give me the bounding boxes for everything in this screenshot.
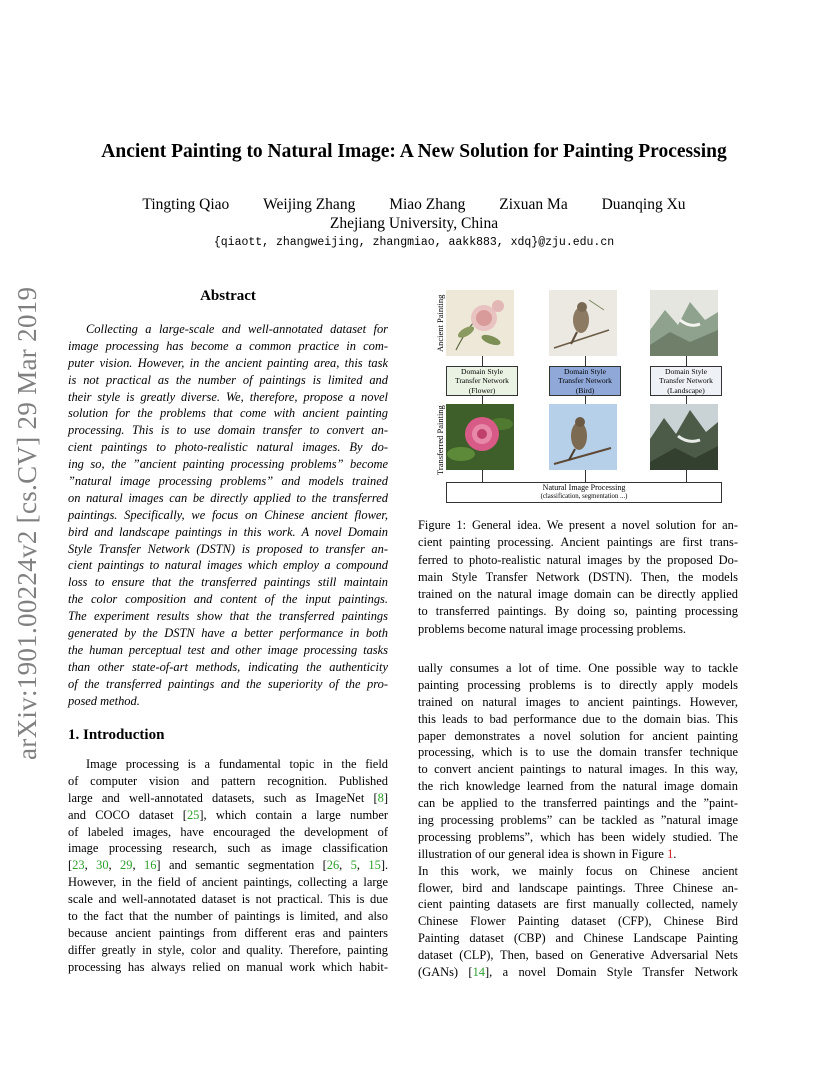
abstract-line: Style Transfer Network (DSTN) is proposed to transfer an-: [68, 541, 388, 556]
intro-line: However, in the field of ancient paintings, collecting a large: [68, 875, 388, 890]
caption-line: to transferred paintings. By doing so, painting processing: [418, 604, 738, 619]
body-line: Painting dataset (CBP) and Chinese Landscape Painting: [418, 931, 738, 946]
box-line: (Flower): [468, 385, 496, 395]
ancient-painting-label: Ancient Painting: [435, 294, 445, 352]
abstract-line: ing so, the ”ancient painting processing problems” become: [68, 457, 388, 472]
flow-arrow: [686, 396, 687, 404]
natural-image-processing-box: [446, 482, 722, 503]
intro-line: image processing research, such as image classification: [68, 841, 388, 856]
flow-arrow: [482, 396, 483, 404]
body-line: can be applied to the transferred paintings and the ”paint-: [418, 796, 738, 811]
abstract-line: cient paintings to natural images which employ a compound: [68, 558, 388, 573]
paper-title: Ancient Painting to Natural Image: A New Solution for Painting Processing: [101, 141, 727, 162]
abstract-line: The experiment results show that the transferred paintings: [68, 609, 388, 624]
arxiv-stamp: arXiv:1901.00224v2 [cs.CV] 29 Mar 2019: [12, 286, 42, 760]
dstn-flower-box: [446, 366, 518, 396]
abstract-line: processing. This is to use domain transfer to convert an-: [68, 423, 388, 438]
intro-line: to the fact that the number of paintings is limited, and also: [68, 909, 388, 924]
intro-line: [23, 30, 29, 16] and semantic segmentation [26, 5, 15].: [68, 858, 389, 873]
citation-link[interactable]: 29: [120, 858, 133, 873]
body-line: the rich knowledge learned from the natural image domain: [418, 779, 738, 794]
box-line: Transfer Network: [659, 376, 713, 386]
body-line: processing problems”, which has been widely studied. The: [418, 829, 738, 844]
caption-line: cient painting processing. Ancient paintings are first trans-: [418, 535, 738, 550]
box-line: Transfer Network: [455, 376, 509, 386]
abstract-line: generated by the DSTN have a better performance in both: [68, 626, 388, 641]
flow-arrow: [585, 356, 586, 366]
figure-ref-link[interactable]: 1: [667, 846, 674, 861]
body-line: to convert ancient paintings to natural images. In this way,: [418, 762, 738, 777]
caption-line: trained on the natural image domain can be directly applied: [418, 587, 738, 602]
abstract-line: loss to ensure that the transferred paintings still maintain: [68, 575, 388, 590]
box-line: Domain Style: [564, 367, 606, 376]
abstract-line: than other state-of-art methods, indicating the authenticity: [68, 659, 388, 674]
box-line: Domain Style: [461, 367, 503, 376]
intro-continued: [418, 660, 738, 981]
flower-painting-image: [446, 290, 514, 356]
abstract-line: bird and landscape paintings in this work. A novel Domain: [68, 524, 388, 539]
intro-line: processing has always relied on manual work which habit-: [68, 959, 388, 974]
abstract-heading: Abstract: [200, 288, 256, 304]
body-line: dataset (CLP), Then, based on Generative Adversarial Nets: [418, 948, 738, 963]
dstn-bird-box: [549, 366, 621, 396]
abstract-line: Collecting a large-scale and well-annotated dataset for: [86, 322, 388, 336]
citation-link[interactable]: 15: [368, 858, 381, 873]
box-line: Natural Image Processing: [542, 483, 626, 492]
body-line: ing processing problems” can be tackled as ”natural image: [418, 813, 738, 828]
figure-caption: [418, 517, 738, 638]
box-line: (Bird): [575, 385, 595, 395]
abstract-line: the human perceptual test and other image processing tasks: [68, 642, 388, 657]
citation-link[interactable]: 5: [350, 858, 357, 873]
intro-line: and COCO dataset [25], which contain a large number: [68, 807, 388, 822]
caption-line: ferred to photo-realistic natural images by the proposed Do-: [418, 552, 738, 567]
bird-painting-image: [549, 290, 617, 356]
box-line: Domain Style: [665, 367, 707, 376]
flow-arrow: [482, 356, 483, 366]
intro-line: scale and well-annotated dataset is not practical. This is due: [68, 892, 388, 907]
author: Weijing Zhang: [263, 196, 356, 213]
body-line: this leads to bad performance due to the domain bias. This: [418, 711, 738, 726]
flow-arrow: [585, 396, 586, 404]
email: {qiaott, zhangweijing, zhangmiao, aakk883, xdq}@zju.edu.cn: [213, 236, 615, 249]
intro-line: differ greatly in style, color and quality. Therefore, painting: [68, 942, 388, 957]
body-line: (GANs) [14], a novel Domain Style Transfer Network: [418, 965, 738, 980]
citation-link[interactable]: 25: [186, 807, 200, 822]
intro-line: of labeled images, have encouraged the development of: [68, 824, 388, 839]
citation-link[interactable]: 14: [472, 965, 485, 980]
abstract-line: cient paintings to photo-realistic natural images. By do-: [68, 440, 388, 455]
caption-line: Figure 1: General idea. We present a novel solution for an-: [418, 518, 738, 532]
transferred-bird-image: [549, 404, 617, 470]
body-line: painting processing problems is to directly apply models: [418, 677, 738, 692]
body-line: Chinese Flower Painting dataset (CFP), Chinese Bird: [418, 914, 738, 929]
abstract-line: the color composition and content of the input paintings.: [68, 592, 388, 607]
body-line: illustration of our general idea is shown in Figure 1.: [418, 846, 677, 861]
author-list: [0, 196, 828, 214]
abstract-line: solution for the problems that come with ancient painting: [68, 406, 388, 421]
transferred-flower-image: [446, 404, 514, 470]
dstn-landscape-box: [650, 366, 722, 396]
flow-arrow: [585, 470, 586, 482]
box-line: (Landscape): [667, 385, 705, 395]
landscape-painting-image: [650, 290, 718, 356]
transferred-painting-label: Transferred Painting: [435, 405, 445, 475]
figure-1: [428, 288, 733, 503]
caption-line: main Style Transfer Network (DSTN). Then, the models: [418, 569, 738, 584]
body-line: trained on natural images to ancient paintings. However,: [418, 694, 738, 709]
flow-arrow: [686, 470, 687, 482]
intro-line: of computer vision and pattern recognition. Published: [68, 773, 388, 788]
intro-line: because ancient paintings from different eras and painters: [68, 925, 388, 940]
citation-link[interactable]: 30: [96, 858, 109, 873]
abstract-body: [68, 321, 388, 709]
abstract-line: on natural images can be directly applied to the transferred: [68, 490, 388, 505]
author: Miao Zhang: [389, 196, 466, 213]
abstract-line: paintings. Specifically, we focus on Chinese ancient flower,: [68, 507, 388, 522]
body-line: flower, bird and landscape paintings. Three Chinese an-: [418, 880, 738, 895]
author: Zixuan Ma: [499, 196, 568, 213]
box-line: (classification, segmentation ...): [540, 493, 628, 501]
body-line: ually consumes a lot of time. One possible way to tackle: [418, 661, 738, 675]
box-line: Transfer Network: [558, 376, 612, 386]
abstract-line: ”natural image processing problems” and models trained: [68, 474, 388, 489]
citation-link[interactable]: 16: [143, 858, 157, 873]
body-line: cient painting datasets are first manually collected, namely: [418, 897, 738, 912]
body-line: processing, which is to use the domain transfer technique: [418, 745, 738, 760]
citation-link[interactable]: 8: [377, 790, 384, 805]
abstract-line: image processing has become a common practice in com-: [68, 338, 388, 353]
intro-line: Image processing is a fundamental topic in the field: [86, 757, 388, 771]
caption-line: problems become natural image processing problems.: [418, 621, 687, 636]
flow-arrow: [482, 470, 483, 482]
intro-body: [68, 756, 388, 976]
author: Tingting Qiao: [142, 196, 230, 213]
section-heading: 1. Introduction: [68, 727, 165, 743]
citation-link[interactable]: 26: [326, 858, 340, 873]
transferred-landscape-image: [650, 404, 718, 470]
author: Duanqing Xu: [601, 196, 686, 213]
abstract-line: of the transferred paintings and the superiority of the pro-: [68, 676, 388, 691]
abstract-line: puter vision. However, in the ancient painting area, this task: [68, 355, 388, 370]
affiliation: Zhejiang University, China: [329, 215, 499, 232]
abstract-line: posed method.: [68, 693, 140, 708]
flow-arrow: [686, 356, 687, 366]
abstract-line: is not practical as the number of paintings is limited and: [68, 372, 388, 387]
intro-line: large and well-annotated datasets, such as ImageNet [8]: [68, 790, 388, 805]
citation-link[interactable]: 23: [72, 858, 85, 873]
abstract-line: their style is greatly diverse. We, therefore, propose a novel: [68, 389, 388, 404]
body-line: paper demonstrates a novel solution for ancient painting: [418, 728, 738, 743]
body-line: In this work, we mainly focus on Chinese ancient: [418, 863, 738, 878]
